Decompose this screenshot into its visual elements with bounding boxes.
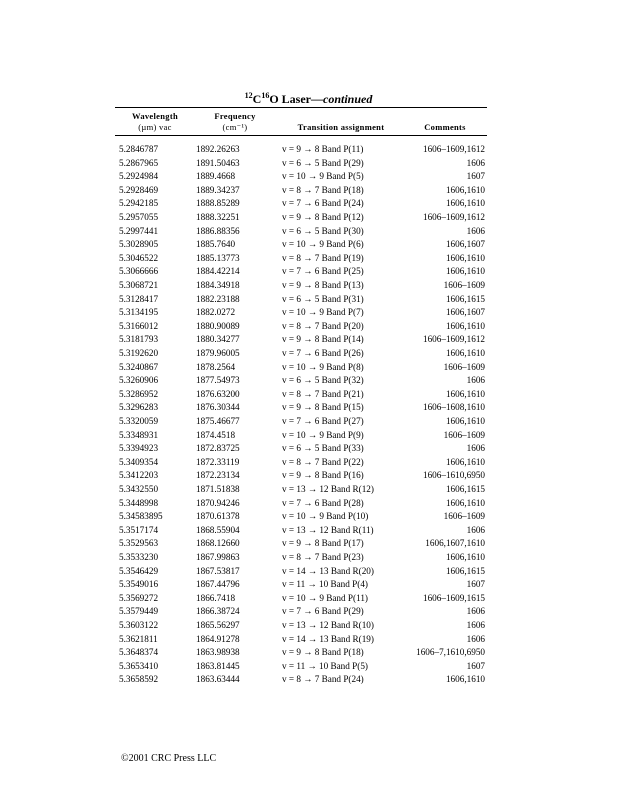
cell-wavelength: 5.3529563: [119, 538, 159, 549]
cell-frequency: 1888.32251: [196, 212, 240, 222]
cell-frequency: 1866.7418: [196, 592, 236, 603]
cell-frequency: 1876.30344: [196, 402, 240, 413]
header-comments: [405, 122, 485, 133]
cell-transition: v = 10 → 9 Band P(5): [282, 171, 364, 182]
page-title: [0, 91, 617, 107]
cell-comments: 1606–1609: [443, 361, 485, 372]
cell-wavelength: 5.3166012: [119, 320, 159, 331]
cell-transition: v = 6 → 5 Band P(29): [282, 157, 364, 168]
cell-transition: v = 8 → 7 Band P(19): [282, 252, 364, 263]
title-text: O Laser—: [269, 92, 323, 106]
cell-wavelength: 5.3448998: [119, 497, 159, 508]
cell-wavelength: 5.3653410: [119, 660, 159, 671]
cell-wavelength: 5.3192620: [119, 348, 159, 358]
cell-wavelength: 5.3286952: [119, 388, 159, 399]
cell-comments: 1606,1607,1610: [425, 538, 485, 549]
cell-comments: 1607: [466, 579, 485, 590]
cell-comments: 1606,1610: [445, 198, 485, 209]
cell-transition: v = 9 → 8 Band P(12): [282, 212, 364, 222]
cell-frequency: 1892.26263: [196, 144, 240, 154]
cell-comments: 1606: [466, 443, 485, 454]
cell-comments: 1607: [466, 171, 485, 182]
cell-wavelength: 5.3409354: [119, 456, 159, 467]
cell-comments: 1606,1610: [445, 416, 485, 426]
header-frequency: [195, 111, 275, 133]
cell-comments: 1606,1610: [445, 348, 485, 358]
cell-transition: v = 13 → 12 Band R(10): [282, 620, 374, 630]
cell-transition: v = 8 → 7 Band P(18): [282, 184, 364, 195]
cell-frequency: 1875.46677: [196, 416, 240, 426]
cell-transition: v = 10 → 9 Band P(8): [282, 361, 364, 372]
cell-transition: v = 7 → 6 Band P(26): [282, 348, 364, 358]
cell-wavelength: 5.2924984: [119, 171, 159, 182]
cell-transition: v = 7 → 6 Band P(28): [282, 497, 364, 508]
cell-frequency: 1874.4518: [196, 429, 236, 440]
cell-transition: v = 14 → 13 Band R(19): [282, 633, 374, 644]
cell-frequency: 1885.13773: [196, 252, 240, 263]
cell-comments: 1606–7,1610,6950: [416, 647, 485, 658]
cell-wavelength: 5.3240867: [119, 361, 159, 372]
cell-wavelength: 5.3621811: [119, 633, 158, 644]
cell-comments: 1606–1609,1612: [422, 212, 485, 222]
cell-wavelength: 5.3068721: [119, 280, 159, 290]
cell-wavelength: 5.3320059: [119, 416, 159, 426]
cell-wavelength: 5.3181793: [119, 334, 159, 345]
cell-transition: v = 11 → 10 Band P(4): [282, 579, 368, 590]
cell-comments: 1606,1610: [445, 252, 485, 263]
header-wavelength-label: Wavelength: [132, 111, 178, 121]
cell-frequency: 1877.54973: [196, 375, 240, 386]
cell-frequency: 1880.34277: [196, 334, 240, 345]
cell-comments: 1606–1609: [443, 280, 485, 290]
cell-comments: 1606–1609,1612: [422, 144, 485, 154]
cell-transition: v = 6 → 5 Band P(31): [282, 293, 364, 304]
cell-frequency: 1879.96005: [196, 348, 240, 358]
cell-frequency: 1872.83725: [196, 443, 240, 454]
cell-frequency: 1872.33119: [196, 456, 240, 467]
title-isotope-12: 12: [244, 91, 253, 100]
cell-transition: v = 9 → 8 Band P(14): [282, 334, 364, 345]
title-element-c: C: [252, 92, 262, 106]
cell-comments: 1606,1607: [445, 239, 485, 250]
cell-comments: 1606,1607: [445, 307, 485, 318]
cell-comments: 1606,1615: [445, 293, 485, 304]
title-isotope-16: 16: [261, 91, 270, 100]
cell-frequency: 1866.38724: [196, 606, 240, 617]
cell-wavelength: 5.2928469: [119, 184, 159, 195]
cell-wavelength: 5.3394923: [119, 443, 159, 454]
cell-comments: 1606–1609,1612: [422, 334, 485, 345]
cell-wavelength: 5.3260906: [119, 375, 159, 386]
cell-comments: 1606: [466, 225, 485, 236]
copyright-footer: ©2001 CRC Press LLC: [121, 753, 217, 764]
cell-transition: v = 7 → 6 Band P(27): [282, 416, 364, 426]
cell-comments: 1606–1610,6950: [422, 470, 485, 481]
cell-wavelength: 5.3028905: [119, 239, 159, 250]
cell-comments: 1606,1610: [445, 456, 485, 467]
cell-transition: v = 11 → 10 Band P(5): [282, 660, 368, 671]
cell-wavelength: 5.3128417: [119, 293, 159, 304]
cell-frequency: 1885.7640: [196, 239, 236, 250]
cell-comments: 1606: [466, 524, 485, 535]
cell-transition: v = 8 → 7 Band P(23): [282, 552, 364, 562]
cell-wavelength: 5.3066666: [119, 266, 159, 277]
cell-transition: v = 9 → 8 Band P(18): [282, 647, 364, 658]
cell-wavelength: 5.2942185: [119, 198, 159, 209]
cell-wavelength: 5.3296283: [119, 402, 159, 413]
cell-transition: v = 8 → 7 Band P(20): [282, 320, 364, 331]
cell-wavelength: 5.3648374: [119, 647, 159, 658]
header-comments-label: Comments: [424, 122, 466, 132]
cell-wavelength: 5.3533230: [119, 552, 159, 562]
cell-frequency: 1867.53817: [196, 565, 240, 576]
cell-comments: 1606–1608,1610: [422, 402, 485, 413]
cell-wavelength: 5.3546429: [119, 565, 159, 576]
cell-wavelength: 5.3046522: [119, 252, 159, 263]
cell-transition: v = 8 → 7 Band P(21): [282, 388, 364, 399]
cell-wavelength: 5.3569272: [119, 592, 159, 603]
cell-frequency: 1876.63200: [196, 388, 240, 399]
cell-comments: 1606,1610: [445, 266, 485, 277]
cell-frequency: 1891.50463: [196, 157, 240, 168]
cell-wavelength: 5.3134195: [119, 307, 159, 318]
cell-transition: v = 10 → 9 Band P(7): [282, 307, 364, 318]
cell-transition: v = 13 → 12 Band R(11): [282, 524, 374, 535]
cell-frequency: 1867.99863: [196, 552, 240, 562]
cell-wavelength: 5.3658592: [119, 674, 159, 685]
cell-frequency: 1886.88356: [196, 225, 240, 236]
cell-transition: v = 6 → 5 Band P(32): [282, 375, 364, 386]
cell-transition: v = 10 → 9 Band P(10): [282, 511, 369, 522]
cell-wavelength: 5.3432550: [119, 484, 159, 494]
cell-frequency: 1880.90089: [196, 320, 240, 331]
cell-transition: v = 6 → 5 Band P(33): [282, 443, 364, 454]
cell-wavelength: 5.3579449: [119, 606, 159, 617]
cell-frequency: 1870.61378: [196, 511, 240, 522]
cell-frequency: 1889.34237: [196, 184, 240, 195]
cell-frequency: 1863.98938: [196, 647, 240, 658]
header-frequency-unit: (cm⁻¹): [222, 122, 248, 132]
cell-comments: 1606–1609: [443, 429, 485, 440]
cell-comments: 1606,1610: [445, 674, 485, 685]
cell-frequency: 1888.85289: [196, 198, 240, 209]
cell-comments: 1606: [466, 633, 485, 644]
cell-frequency: 1884.34918: [196, 280, 240, 290]
cell-transition: v = 10 → 9 Band P(6): [282, 239, 364, 250]
cell-wavelength: 5.34583895: [119, 511, 163, 522]
cell-comments: 1607: [466, 660, 485, 671]
table-header-rule: [115, 135, 487, 136]
cell-wavelength: 5.2867965: [119, 157, 159, 168]
cell-comments: 1606: [466, 606, 485, 617]
cell-transition: v = 8 → 7 Band P(24): [282, 674, 364, 685]
cell-frequency: 1868.55904: [196, 524, 240, 535]
cell-transition: v = 9 → 8 Band P(11): [282, 144, 364, 154]
cell-comments: 1606,1615: [445, 565, 485, 576]
cell-frequency: 1882.23188: [196, 293, 240, 304]
cell-wavelength: 5.3603122: [119, 620, 159, 630]
cell-comments: 1606,1610: [445, 320, 485, 331]
cell-transition: v = 9 → 8 Band P(15): [282, 402, 364, 413]
cell-comments: 1606: [466, 157, 485, 168]
cell-frequency: 1871.51838: [196, 484, 240, 494]
cell-comments: 1606–1609,1615: [422, 592, 485, 603]
cell-transition: v = 9 → 8 Band P(16): [282, 470, 364, 481]
cell-frequency: 1867.44796: [196, 579, 240, 590]
table-top-rule: [115, 107, 487, 108]
header-wavelength: [115, 111, 195, 133]
cell-wavelength: 5.2997441: [119, 225, 159, 236]
cell-transition: v = 10 → 9 Band P(11): [282, 592, 368, 603]
cell-transition: v = 7 → 6 Band P(24): [282, 198, 364, 209]
cell-transition: v = 10 → 9 Band P(9): [282, 429, 364, 440]
cell-wavelength: 5.2846787: [119, 144, 159, 154]
title-continued: continued: [323, 92, 373, 106]
cell-transition: v = 9 → 8 Band P(13): [282, 280, 364, 290]
cell-wavelength: 5.2957055: [119, 212, 159, 222]
cell-transition: v = 7 → 6 Band P(25): [282, 266, 364, 277]
cell-wavelength: 5.3348931: [119, 429, 159, 440]
header-wavelength-unit: (µm) vac: [138, 122, 172, 132]
cell-wavelength: 5.3517174: [119, 524, 159, 535]
cell-comments: 1606,1610: [445, 184, 485, 195]
cell-wavelength: 5.3549016: [119, 579, 159, 590]
cell-frequency: 1863.81445: [196, 660, 240, 671]
header-transition: [281, 122, 401, 133]
cell-comments: 1606–1609: [443, 511, 485, 522]
cell-comments: 1606: [466, 375, 485, 386]
cell-frequency: 1865.56297: [196, 620, 240, 630]
cell-transition: v = 13 → 12 Band R(12): [282, 484, 374, 494]
cell-comments: 1606,1610: [445, 497, 485, 508]
cell-frequency: 1870.94246: [196, 497, 240, 508]
cell-transition: v = 14 → 13 Band R(20): [282, 565, 374, 576]
cell-transition: v = 8 → 7 Band P(22): [282, 456, 364, 467]
cell-frequency: 1889.4668: [196, 171, 236, 182]
cell-transition: v = 6 → 5 Band P(30): [282, 225, 364, 236]
cell-frequency: 1872.23134: [196, 470, 240, 481]
cell-frequency: 1882.0272: [196, 307, 236, 318]
cell-frequency: 1868.12660: [196, 538, 240, 549]
cell-frequency: 1884.42214: [196, 266, 240, 277]
cell-transition: v = 7 → 6 Band P(29): [282, 606, 364, 617]
cell-frequency: 1878.2564: [196, 361, 236, 372]
header-frequency-label: Frequency: [214, 111, 256, 121]
cell-transition: v = 9 → 8 Band P(17): [282, 538, 364, 549]
cell-comments: 1606,1610: [445, 552, 485, 562]
cell-comments: 1606: [466, 620, 485, 630]
cell-comments: 1606,1615: [445, 484, 485, 494]
cell-frequency: 1864.91278: [196, 633, 240, 644]
header-transition-label: Transition assignment: [297, 122, 385, 132]
cell-wavelength: 5.3412203: [119, 470, 159, 481]
cell-frequency: 1863.63444: [196, 674, 240, 685]
cell-comments: 1606,1610: [445, 388, 485, 399]
